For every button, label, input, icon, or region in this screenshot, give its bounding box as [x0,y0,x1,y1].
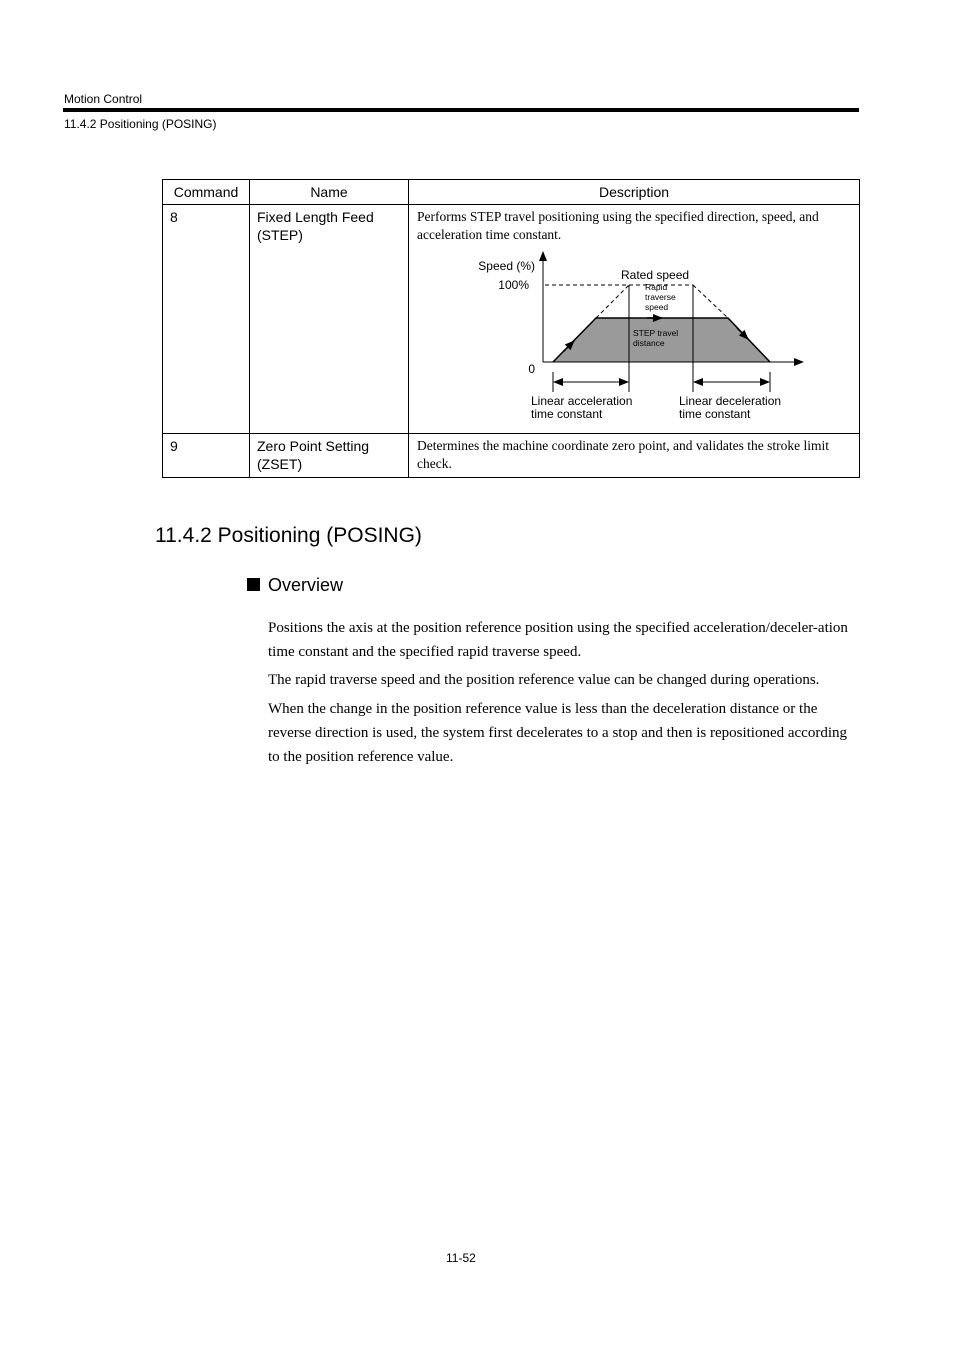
origin-label: 0 [528,362,535,376]
overview-paragraph: The rapid traverse speed and the position reference value can be changed during operations. [268,672,820,688]
header-title: Motion Control [64,92,143,106]
bullet-square-icon [247,578,260,591]
accel-time-label-2: time constant [531,407,603,420]
overview-heading: Overview [268,575,344,595]
header-subtitle: 11.4.2 Positioning (POSING) [64,117,217,131]
rapid-traverse-label-2: traverse [645,292,676,302]
description-cell [409,205,860,434]
overview-paragraph: When the change in the position reference value is less than the deceleration distance or the reverse direction is used, the system first decelerates to a stop and then is repositioned according to the position reference value. [268,701,847,765]
description-text: Performs STEP travel positioning using the specified direction, speed, and acceleration time constant. [417,209,819,242]
command-cell: 8 [163,205,250,434]
overview-paragraph: Positions the axis at the position reference position using the specified acceleration/deceler-ation time constant and the specified rapid traverse speed. [268,620,848,660]
name-cell: Zero Point Setting (ZSET) [250,434,409,478]
decel-time-label-1: Linear deceleration [679,394,782,408]
step-travel-label-2: distance [633,338,665,348]
command-cell: 9 [163,434,250,478]
column-header-command: Command [163,180,250,205]
name-cell: Fixed Length Feed (STEP) [250,205,409,434]
decel-time-label-2: time constant [679,407,751,420]
accel-time-label-1: Linear acceleration [531,394,633,408]
header-rule [63,108,859,112]
command-table [162,179,860,478]
description-cell: Determines the machine coordinate zero point, and validates the stroke limit check. [409,434,860,478]
step-speed-diagram [417,248,847,418]
y-axis-label: Speed (%) [478,259,535,273]
table-row [163,205,860,434]
rated-accel-ramp [596,285,629,318]
rated-speed-label: Rated speed [621,268,690,282]
table-row [163,434,860,478]
rapid-traverse-label-1: Rapid [645,282,668,292]
column-header-description: Description [409,180,860,205]
table-header-row [163,180,860,205]
section-title: 11.4.2 Positioning (POSING) [155,524,422,547]
rapid-traverse-label-3: speed [645,302,669,312]
column-header-name: Name [250,180,409,205]
page-number: 11-52 [446,1251,476,1265]
step-travel-label-1: STEP travel [633,328,679,338]
rated-decel-ramp [693,285,728,318]
y-max-label: 100% [498,278,529,292]
